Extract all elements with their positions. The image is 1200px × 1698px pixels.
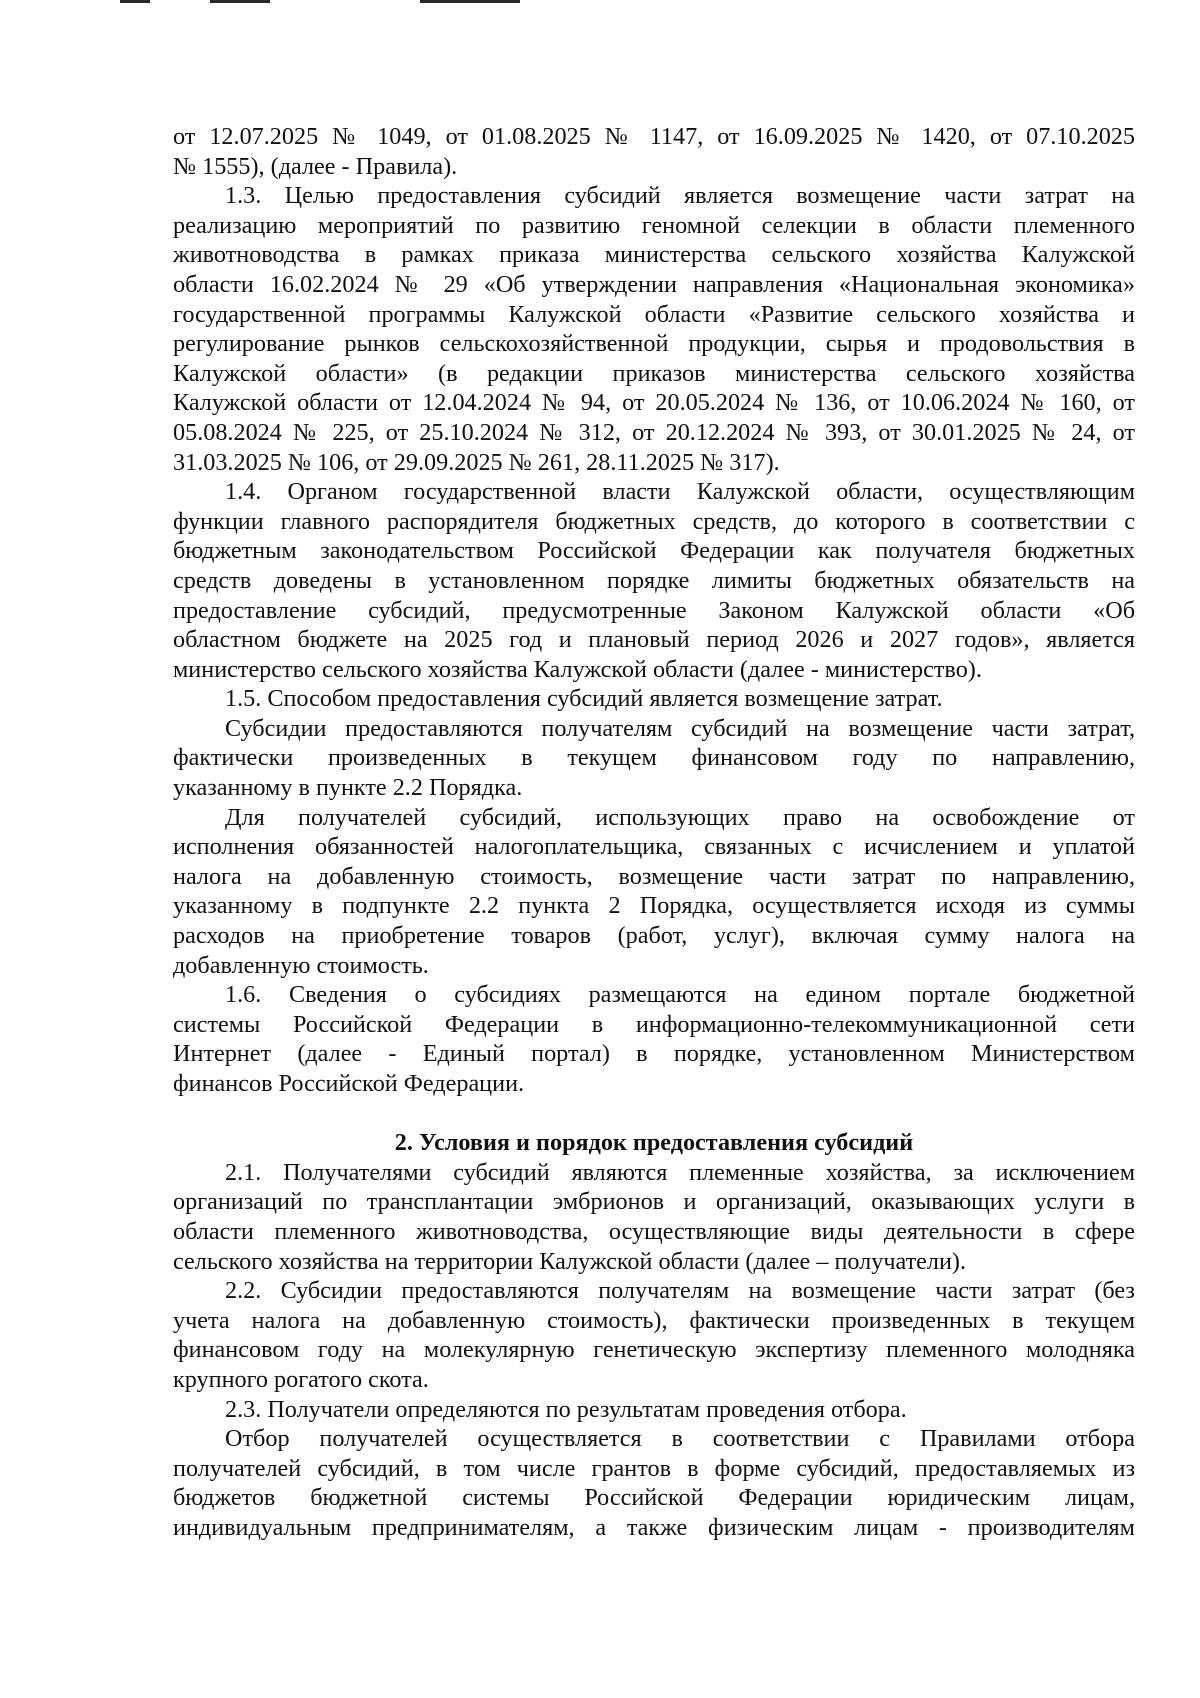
- paragraph-2-1: [173, 1158, 1135, 1276]
- text-line: Отбор получателей осуществляется в соответствии с Правилами отбора: [225, 1425, 1135, 1453]
- scan-artifact-marks: [120, 0, 600, 6]
- paragraph-2-3-selection: [173, 1424, 1135, 1542]
- text-line: организаций по трансплантации эмбрионов и организаций, оказывающих услуги в: [173, 1188, 1135, 1216]
- paragraph-1-6: [173, 980, 1135, 1098]
- text-line: Калужской области от 12.04.2024 № 94, от 20.05.2024 № 136, от 10.06.2024 № 160, от: [173, 389, 1135, 417]
- section-heading: 2. Условия и порядок предоставления субсидий: [394, 1129, 914, 1157]
- paragraph-1-5-vat: [173, 803, 1135, 981]
- text-line: 1.4. Органом государственной власти Калужской области, осуществляющим: [225, 478, 1135, 506]
- paragraph-1-5-subsidies: [173, 714, 1135, 803]
- text-line: реализацию мероприятий по развитию геномной селекции в области племенного: [173, 211, 1135, 239]
- text-line: налога на добавленную стоимость, возмещение части затрат по направлению,: [173, 862, 1135, 890]
- paragraph-2-3: [173, 1395, 1135, 1425]
- text-line: добавленную стоимость.: [173, 951, 429, 979]
- paragraph-1-4: [173, 477, 1135, 684]
- text-line: учета налога на добавленную стоимость), фактически произведенных в текущем: [173, 1306, 1135, 1334]
- text-line: системы Российской Федерации в информационно-телекоммуникационной сети: [173, 1010, 1135, 1038]
- text-line: животноводства в рамках приказа министерства сельского хозяйства Калужской: [173, 241, 1135, 269]
- text-line: областном бюджете на 2025 год и плановый период 2026 и 2027 годов», является: [173, 626, 1135, 654]
- text-line: 31.03.2025 № 106, от 29.09.2025 № 261, 28.11.2025 № 317).: [173, 448, 780, 476]
- text-line: 1.3. Целью предоставления субсидий является возмещение части затрат на: [225, 182, 1135, 210]
- text-line: индивидуальным предпринимателям, а также физическим лицам - производителям: [173, 1513, 1135, 1541]
- paragraph-2-2: [173, 1276, 1135, 1394]
- text-line: государственной программы Калужской области «Развитие сельского хозяйства и: [173, 300, 1135, 328]
- text-line: министерство сельского хозяйства Калужской области (далее - министерство).: [173, 655, 982, 683]
- text-line: расходов на приобретение товаров (работ, услуг), включая сумму налога на: [173, 922, 1135, 950]
- text-line: от 12.07.2025 № 1049, от 01.08.2025 № 1147, от 16.09.2025 № 1420, от 07.10.2025: [173, 123, 1135, 150]
- text-line: финансов Российской Федерации.: [173, 1070, 525, 1097]
- text-line: регулирование рынков сельскохозяйственной продукции, сырья и продовольствия в: [173, 330, 1135, 358]
- blank-line: [173, 1099, 1135, 1129]
- text-line: области племенного животноводства, осуществляющие виды деятельности в сфере: [173, 1217, 1135, 1245]
- text-line: Субсидии предоставляются получателям субсидий на возмещение части затрат,: [225, 714, 1135, 742]
- text-line: Интернет (далее - Единый портал) в порядке, установленном Министерством: [173, 1040, 1135, 1068]
- text-line: финансовом году на молекулярную генетическую экспертизу племенного молодняка: [173, 1336, 1135, 1364]
- document-body: [173, 122, 1135, 1543]
- text-line: 2.2. Субсидии предоставляются получателям на возмещение части затрат (без: [225, 1277, 1135, 1305]
- text-line: 2.1. Получателями субсидий являются племенные хозяйства, за исключением: [225, 1158, 1135, 1186]
- text-line: крупного рогатого скота.: [173, 1365, 429, 1393]
- text-line: 2.3. Получатели определяются по результатам проведения отбора.: [225, 1395, 907, 1423]
- paragraph-1-5: [173, 684, 1135, 714]
- text-line: указанному в пункте 2.2 Порядка.: [173, 774, 523, 802]
- text-line: функции главного распорядителя бюджетных средств, до которого в соответствии с: [173, 507, 1135, 535]
- text-line: Калужской области» (в редакции приказов министерства сельского хозяйства: [173, 359, 1135, 387]
- text-line: 1.6. Сведения о субсидиях размещаются на едином портале бюджетной: [225, 981, 1135, 1009]
- text-line: области 16.02.2024 № 29 «Об утверждении направления «Национальная экономика»: [173, 270, 1135, 298]
- text-line: предоставление субсидий, предусмотренные Законом Калужской области «Об: [173, 596, 1135, 624]
- text-line: средств доведены в установленном порядке лимиты бюджетных обязательств на: [173, 566, 1135, 594]
- text-line: 05.08.2024 № 225, от 25.10.2024 № 312, от 20.12.2024 № 393, от 30.01.2025 № 24, от: [173, 418, 1135, 446]
- text-line: бюджетным законодательством Российской Федерации как получателя бюджетных: [173, 537, 1135, 565]
- text-line: бюджетов бюджетной системы Российской Федерации юридическим лицам,: [173, 1484, 1135, 1512]
- text-line: получателей субсидий, в том числе грантов в форме субсидий, предоставляемых из: [173, 1454, 1135, 1482]
- text-line: указанному в подпункте 2.2 пункта 2 Порядка, осуществляется исходя из суммы: [173, 892, 1135, 920]
- text-line: сельского хозяйства на территории Калужской области (далее – получатели).: [173, 1247, 967, 1275]
- text-line: фактически произведенных в текущем финансовом году по направлению,: [173, 744, 1135, 772]
- paragraph-1-3: [173, 181, 1135, 477]
- text-line: Для получателей субсидий, использующих право на освобождение от: [225, 803, 1135, 831]
- text-line: 1.5. Способом предоставления субсидий является возмещение затрат.: [225, 685, 943, 713]
- paragraph-intro: [173, 122, 1135, 181]
- text-line: № 1555), (далее - Правила).: [173, 152, 458, 180]
- text-line: исполнения обязанностей налогоплательщика, связанных с исчислением и уплатой: [173, 833, 1135, 861]
